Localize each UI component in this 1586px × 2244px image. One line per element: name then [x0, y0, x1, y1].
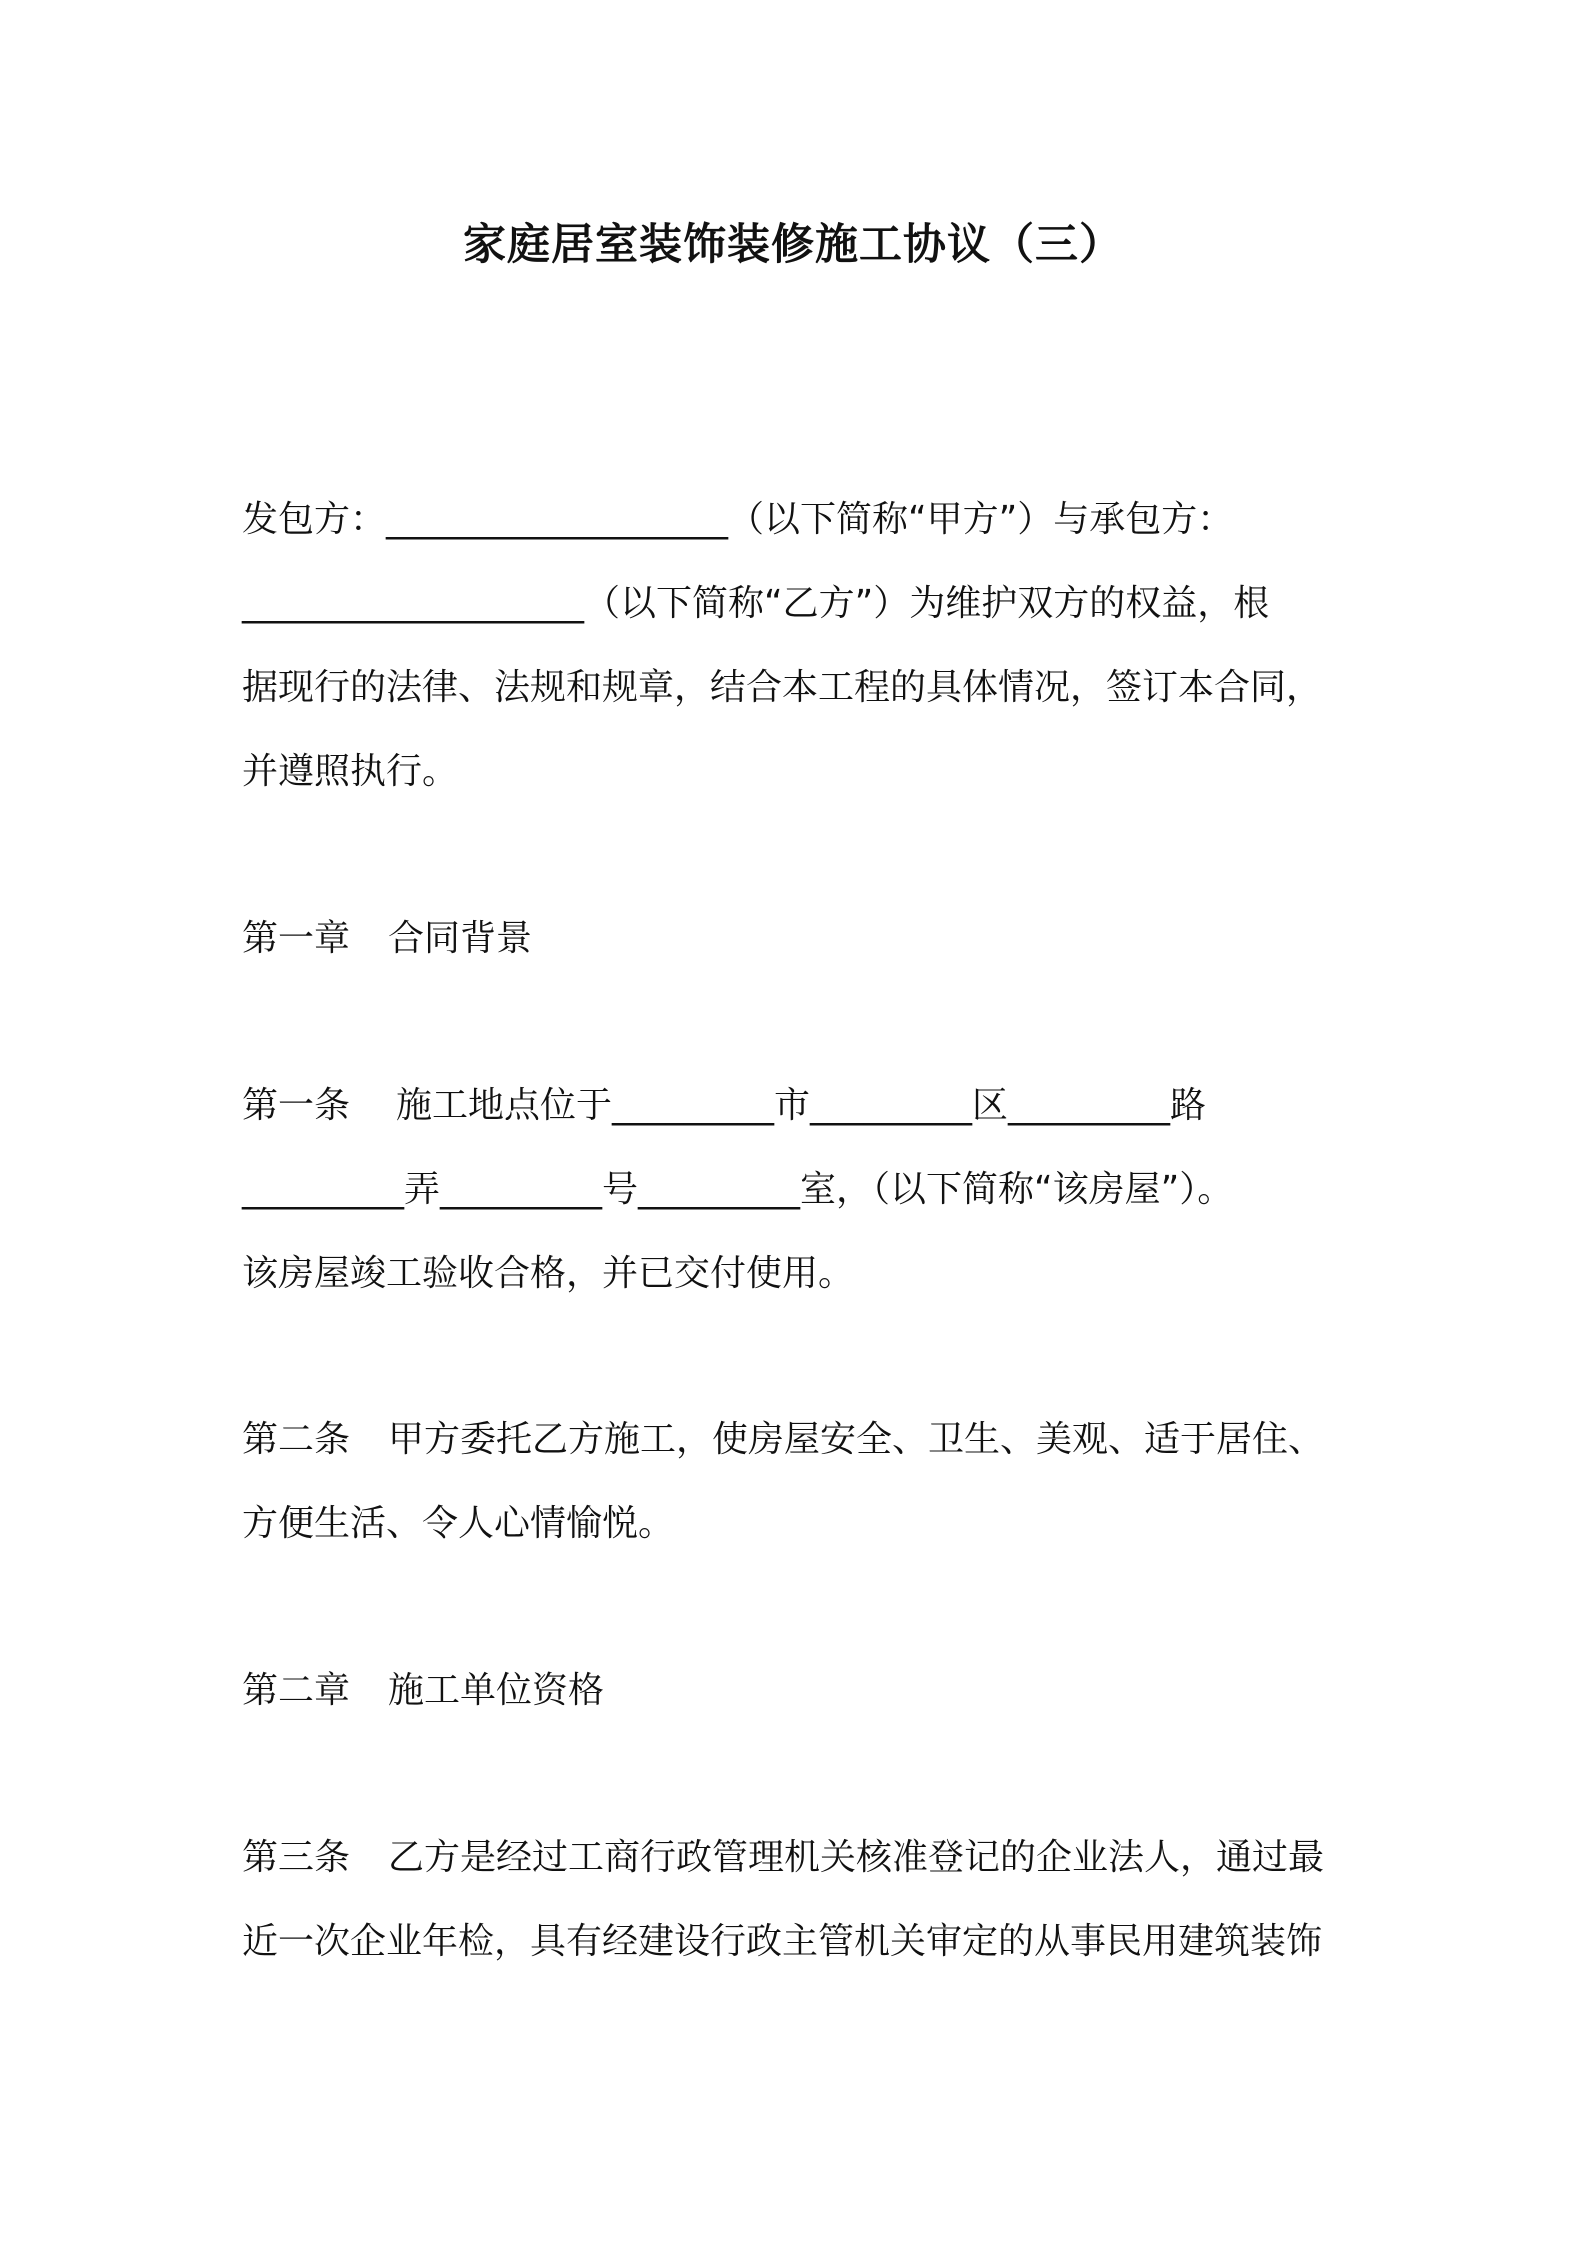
article-1-text-1: 施工地点位于_________市_________区_________路	[396, 1085, 1207, 1126]
preamble-line-2	[242, 562, 1269, 646]
preamble-line-4	[242, 730, 458, 814]
chapter-1-number: 第一章	[242, 918, 351, 959]
chapter-2-heading	[242, 1649, 604, 1733]
chapter-2-title: 施工单位资格	[388, 1670, 605, 1711]
article-3-number: 第三条	[242, 1837, 351, 1878]
article-1-line-3	[242, 1232, 854, 1316]
article-1-line-2	[242, 1148, 1233, 1232]
article-2-text-1: 甲方委托乙方施工，使房屋安全、卫生、美观、适于居住、	[388, 1419, 1325, 1460]
article-3-line-1	[242, 1816, 1324, 1900]
document-title: 家庭居室装饰装修施工协议（三）	[463, 220, 1123, 270]
preamble-line-1	[242, 478, 1233, 562]
article-2-number: 第二条	[242, 1419, 351, 1460]
preamble-text-4: 并遵照执行。	[242, 751, 459, 792]
article-1-text-2: _________弄_________号_________室，（以下简称“该房屋”）。	[242, 1169, 1234, 1210]
article-3-line-2	[242, 1900, 1322, 1984]
preamble-text-1: 发包方：___________________（以下简称“甲方”）与承包方：	[242, 499, 1234, 540]
chapter-2-number: 第二章	[242, 1670, 351, 1711]
article-1-text-3: 该房屋竣工验收合格，并已交付使用。	[242, 1253, 855, 1294]
article-3-text-2: 近一次企业年检，具有经建设行政主管机关审定的从事民用建筑装饰	[242, 1921, 1323, 1962]
article-2-text-2: 方便生活、令人心情愉悦。	[242, 1503, 675, 1544]
chapter-1-title: 合同背景	[388, 918, 533, 959]
article-3-text-1: 乙方是经过工商行政管理机关核准登记的企业法人，通过最	[388, 1837, 1325, 1878]
article-2-line-1	[242, 1398, 1324, 1482]
article-1-number: 第一条	[242, 1085, 351, 1126]
chapter-1-heading	[242, 897, 532, 981]
article-2-line-2	[242, 1482, 674, 1566]
preamble-line-3	[242, 646, 1322, 730]
preamble-text-3: 据现行的法律、法规和规章，结合本工程的具体情况，签订本合同，	[242, 667, 1323, 708]
preamble-text-2: ___________________（以下简称“乙方”）为维护双方的权益，根	[242, 583, 1270, 624]
article-1-line-1	[242, 1064, 1206, 1148]
